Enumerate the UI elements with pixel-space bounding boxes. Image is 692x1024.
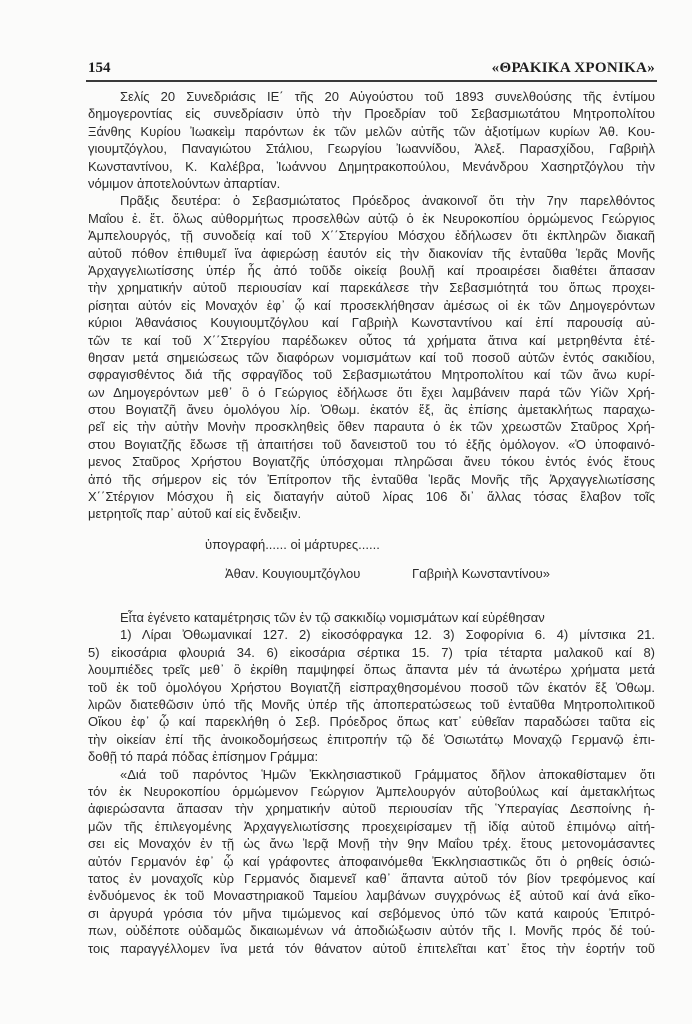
text-line: νόμιμον ἀποτελούντων ἀπαρτίαν.: [88, 175, 281, 191]
text-line: σφραγισθέντος διά τῆς σφραγῖδος τοῦ Σεβασμιωτάτου Μητροπολίτου καί τῶν ἄνω κυρί-: [88, 367, 655, 383]
text-line: σι ἀργυρά γρόσια τόν μῆνα τιμώμενος καί σεβόμενος ὑπό τῶν κατά καιρούς Ἐπιτρό-: [88, 905, 655, 921]
text-line: γιουμτζόγλου, Παναγιώτου Στάλιου, Γεωργίου Ἰωαννίδου, Ἀλεξ. Παρασχίδου, Γαβριὴλ: [88, 141, 655, 157]
text-line: Ξάνθης Κυρίου Ἰωακεὶμ παρόντων ἐκ τῶν μελῶν αὐτῆς τῶν ἀξιοτίμων κυρίων Ἀθ. Κου-: [88, 123, 655, 139]
text-line: τὴν οἰκείαν ἐπί τῆς ἀνοικοδομήσεως ἐπιτροπήν τῷ δέ Ὁσιωτάτῳ Μοναχῷ Γερμανῷ ἐπι-: [88, 731, 655, 747]
text-line: Σελίς 20 Συνεδριάσις ΙΕ΄ τῆς 20 Αὐγούστου τοῦ 1893 συνελθούσης τῆς ἐντίμου: [120, 89, 655, 104]
text-line: στου Βογιατζῆ ἄνευ ὁμολόγου λίρ. Ὀθωμ. ἑκατόν ἕξ, ἃς ἐπίσης ἀμετακλήτως παραχω-: [88, 402, 655, 418]
signature-label: ὑπογραφή......: [205, 537, 287, 552]
text-line: τόν ἐκ Νευροκοπίου ὁρμώμενον Γεώργιον Ἀμπελουργόν αὐτοβούλως καί ἀμετακλήτως: [88, 783, 655, 799]
text-line: τοῦ ἐκ τοῦ ὁμολόγου Χρήστου Βογιατζῆ εἰσπραχθησομένου ποσοῦ τῶν ἑκατόν ἕξ Ὀθωμ.: [88, 679, 655, 695]
text-line: μενος Σταῦρος Χρήστου Βογιατζῆς ὑπόσχομαι πληρῶσαι ἄνευ τόκου ἐντός ἑνός ἔτους: [88, 454, 655, 470]
text-line: λιρῶν διατεθῶσιν ὑπό τῆς Μονῆς ὑπέρ τῆς ἀποπερατώσεως τοῦ ἐνταῦθα Μητροπολιτικοῦ: [88, 696, 655, 712]
paragraph-session-intro: [88, 88, 655, 192]
text-line: αὐτοῦ πόθον ἐπιθυμεῖ ἵνα ἀφιερώσῃ ἑαυτόν εἰς τὴν διακονίαν τῆς ἐνταῦθα Ἱερᾶς Μονῆς: [88, 245, 655, 261]
text-line: ἀπό τῆς σήμερον εἰς τόν Ἐπίτροπον τῆς ἐνταῦθα Ἱερᾶς Μονῆς τῆς Ἀρχαγγελιωτίσσης: [88, 471, 655, 487]
text-line: τοις παραγγέλλομεν ἵνα μετά τόν θάνατον αὐτοῦ ἐπιτελεῖται κατ᾽ ἔτος τὴν ἑορτήν τοῦ: [88, 940, 655, 956]
journal-title: «ΘΡΑΚΙΚΑ ΧΡΟΝΙΚΑ»: [491, 60, 655, 76]
text-line: στου Βογιατζῆς ἔδωσε τῇ ἀπαιτήσει τοῦ δανειστοῦ του τό ἑξῆς ὁμόλογον. «Ὁ ὑποφαινό-: [88, 436, 655, 452]
witnesses-label: οἱ μάρτυρες......: [290, 537, 380, 552]
text-line: δημογεροντίας εἰς συνεδρίασιν ὑπὸ τὴν Προεδρίαν τοῦ Σεβασμιωτάτου Μητροπολίτου: [88, 106, 655, 122]
text-line: μετρητοῖς παρ᾽ αὐτοῦ καί εἰς ἔνδειξιν.: [88, 506, 302, 522]
text-line: Πρᾶξις δευτέρα: ὁ Σεβασμιώτατος Πρόεδρος ἀνακοινοῖ ὅτι τὴν 7ην παρελθόντος: [120, 193, 655, 209]
text-line: ων Δημογερόντων μεθ᾽ ὃ ὁ Γεώργιος ἐδήλωσε ὅτι ἔχει λαμβάνειν παρά τῶν Υἱῶν Χρή-: [88, 384, 655, 400]
text-line: τῶν τε καί τοῦ Χ΄΄Στεργίου παρέδωκεν οὗτος τά χρήματα ἅτινα καί μετρηθέντα ἐτέ-: [88, 332, 655, 348]
text-line: λουμπιέδες τρεῖς μεθ᾽ ὃ ἐκρίθη παμψηφεί ὅπως ἅπαντα μέν τά ἀνωτέρω χρήματα μετά: [88, 662, 655, 678]
text-line: Οἴκου ἐφ᾽ ᾧ καί παρεκλήθη ὁ Σεβ. Πρόεδρος ὅπως κατ᾽ εὐθεῖαν παραδώσει ταῦτα εἰς: [88, 714, 655, 730]
text-line: θησαν μετά σημειώσεως τῶν διαφόρων νομισμάτων καί τοῦ ποσοῦ αὐτῶν ἐντός σακιδίου,: [88, 349, 655, 365]
paragraph-ecclesiastical-letter: [88, 766, 655, 957]
text-line: τὴν χρηματικήν αὐτοῦ περιουσίαν καί παρεκάλεσε τὴν Σεβασμιότητά του ὅπως προχει-: [88, 280, 655, 296]
text-line: μῶν τῆς ἐπιλεγομένης Ἀρχαγγελιωτίσσης προεχειρίσαμεν τῇ ἰδίᾳ αὐτοῦ ἐπιμόνῳ αἰτή-: [88, 818, 655, 834]
text-line: Ἀρχαγγελιωτίσσης ὑπέρ ἧς ἀπό τοῦδε οἰκείᾳ βουλῇ καί προαιρέσει διαθέτει ἅπασαν: [88, 262, 655, 278]
paragraph-coin-count: [88, 609, 655, 766]
signature-line: [205, 537, 380, 552]
text-line: Εἶτα ἐγένετο καταμέτρησις τῶν ἐν τῷ σακκιδίῳ νομισμάτων καί εὑρέθησαν: [120, 610, 545, 625]
page-number: 154: [88, 60, 111, 76]
text-line: τατος ἐν μοναχοῖς κὺρ Γερμανός διαμενεῖ καθ᾽ ἅπαντα αὐτοῦ τόν βίον τρεφόμενος καί: [88, 870, 655, 886]
text-line: δοθῇ τό παρά πόδας ἐπίσημον Γράμμα:: [88, 749, 319, 765]
text-line: Χ΄΄Στέργιον Μόσχου ἢ εἰς διαταγήν αὐτοῦ λίρας 106 δι᾽ ἄλλας τόσας ἔλαβον τοῖς: [88, 489, 655, 505]
text-line: ρίσηται αὐτόν εἰς Μοναχόν ἐφ᾽ ᾧ καί προσεκλήθησαν ἀμέσως οἱ ἐκ τῶν Δημογερόντων: [88, 297, 655, 313]
text-line: 1) Λίραι Ὀθωμανικαί 127. 2) εἰκοσόφραγκα 12. 3) Σοφορίνια 6. 4) μίντσικα 21.: [120, 627, 655, 643]
text-line: Ἀμπελουργός, τῇ συνοδείᾳ καί τοῦ Χ΄΄Στεργίου Μόσχου ἐδήλωσεν ὅτι ἐκπληρῶν διακαῆ: [88, 228, 655, 244]
text-line: ἀφιερώσαντα ἅπασαν τὴν χρηματικήν αὐτοῦ περιουσίαν τῆς Ὑπεραγίας Δεσποίνης ἡ-: [88, 801, 655, 817]
text-line: Μαΐου ἐ. ἔτ. ὅλως αὐθορμήτως προσελθὼν αὐτῷ ὁ ἐκ Νευροκοπίου ὁρμώμενος Γεώργιος: [88, 210, 655, 226]
paragraph-second-act: [88, 192, 655, 522]
text-line: σει εἰς Μοναχόν ἐν τῇ ὡς ἄνω Ἱερᾷ Μονῇ τὴν 9ην Μαΐου τρέχ. ἔτους μετονομάσαντες: [88, 836, 655, 852]
text-line: κύριοι Ἀθανάσιος Κουγιουμτζόγλου καί Γαβριὴλ Κωνσταντίνου καί ἐπί παρουσίᾳ αὐ-: [88, 315, 655, 331]
text-line: Κωνσταντίνου, Κ. Καλέβρα, Ἰωάννου Δημητρακοπούλου, Μενάνδρου Χασηρτζόγλου τὴν: [88, 158, 655, 174]
text-line: αὐτόν Γερμανόν ἐφ᾽ ᾧ καί γράφοντες ἀποφαινόμεθα Ἐκκλησιαστικῶς ὅτι ὁ ρηθείς ὁσιώ-: [88, 853, 655, 869]
text-line: «Διά τοῦ παρόντος Ἡμῶν Ἐκκλησιαστικοῦ Γράμματος δῆλον ἀποκαθίσταμεν ὅτι: [120, 766, 655, 782]
running-header: [88, 60, 655, 78]
text-line: 5) εἰκοσάρια φλουριά 34. 6) εἰκοσάρια σέρτικα 15. 7) τρία τέταρτα μαλακοῦ καί 8): [88, 644, 655, 660]
witness-1: Ἀθαν. Κουγιουμτζόγλου: [225, 566, 361, 581]
header-rule: [86, 80, 657, 82]
text-line: ἐνδυόμενος ἐκ τοῦ Μοναστηριακοῦ Ταμείου λαμβάνων συγχρόνως ἐξ αὐτοῦ καί ἀνά εἴκο-: [88, 888, 655, 904]
text-line: πων, οὐδέποτε οὐδαμῶς δικαιωμένων νά ἀποδιώξωσιν αὐτόν τῆς Ι. Μονῆς πρός δέ τού-: [88, 923, 655, 939]
text-line: ρεῖ εἰς τὴν αὐτὴν Μονὴν προσκληθεὶς ὅθεν παραυτα ὁ ἐκ τῶν χρεωστῶν Σταῦρος Χρή-: [88, 419, 655, 435]
witness-2: Γαβριὴλ Κωνσταντίνου»: [412, 566, 551, 581]
